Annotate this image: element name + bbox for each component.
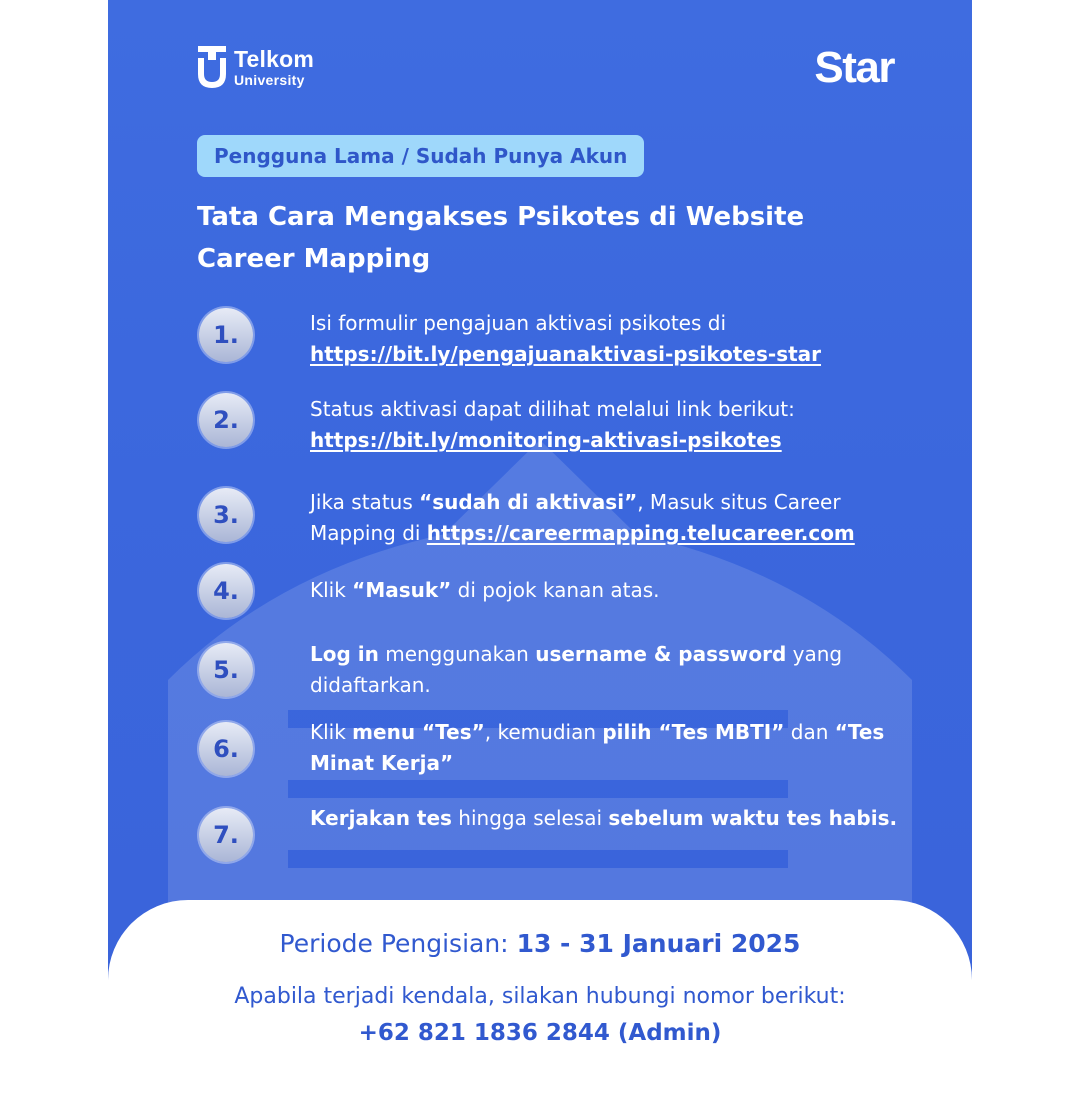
step-text-segment: dan bbox=[784, 720, 835, 744]
step-number-badge: 7. bbox=[199, 808, 253, 862]
step-number-badge: 2. bbox=[199, 393, 253, 447]
step-text bbox=[310, 803, 910, 834]
step-text bbox=[310, 639, 910, 701]
step-emphasis: “sudah di aktivasi” bbox=[419, 490, 638, 514]
contact-text: Apabila terjadi kendala, silakan hubungi nomor berikut: bbox=[234, 984, 846, 1009]
brand-subtitle: University bbox=[234, 71, 305, 88]
step-text-segment: Status aktivasi dapat dilihat melalui link berikut: bbox=[310, 397, 795, 421]
step-emphasis: pilih “Tes MBTI” bbox=[602, 720, 785, 744]
step-link[interactable]: https://careermapping.telucareer.com bbox=[426, 521, 855, 545]
telkom-university-logo bbox=[196, 44, 314, 90]
step-link[interactable]: https://bit.ly/monitoring-aktivasi-psikotes bbox=[310, 428, 782, 452]
step-text bbox=[310, 394, 910, 456]
step-text bbox=[310, 575, 910, 606]
step-emphasis: sebelum waktu tes habis. bbox=[608, 806, 898, 830]
step-number-badge: 1. bbox=[199, 308, 253, 362]
step-emphasis: “Masuk” bbox=[352, 578, 452, 602]
telkom-university-emblem-icon bbox=[196, 44, 228, 90]
step-text-segment: , kemudian bbox=[484, 720, 603, 744]
step-text bbox=[310, 487, 910, 549]
page-title: Tata Cara Mengakses Psikotes di Website Career Mapping bbox=[197, 202, 805, 274]
step-emphasis: “Tes Minat Kerja” bbox=[310, 720, 885, 775]
step-text-segment: hingga selesai bbox=[451, 806, 609, 830]
star-logo: Star bbox=[814, 43, 894, 92]
step-link[interactable]: https://bit.ly/pengajuanaktivasi-psikotes-star bbox=[310, 342, 822, 366]
step-text-segment: menggunakan bbox=[378, 642, 536, 666]
step-text bbox=[310, 308, 910, 370]
period-dates: 13 - 31 Januari 2025 bbox=[516, 929, 801, 958]
step-number-badge: 6. bbox=[199, 722, 253, 776]
step-number-badge: 5. bbox=[199, 643, 253, 697]
step-emphasis: menu “Tes” bbox=[352, 720, 485, 744]
step-text bbox=[310, 717, 910, 779]
step-text-segment: , Masuk situs Career Mapping di bbox=[310, 490, 841, 545]
step-number-badge: 4. bbox=[199, 564, 253, 618]
step-text-segment: Jika status bbox=[310, 490, 420, 514]
step-number-badge: 3. bbox=[199, 488, 253, 542]
step-text-segment: Isi formulir pengajuan aktivasi psikotes di bbox=[310, 311, 726, 335]
brand-name: Telkom bbox=[234, 45, 315, 72]
step-emphasis: Log in bbox=[310, 642, 379, 666]
step-text-segment: yang didaftarkan. bbox=[310, 642, 843, 697]
period-label: Periode Pengisian: bbox=[279, 929, 509, 958]
step-emphasis: Kerjakan tes bbox=[310, 806, 452, 830]
step-text-segment: di pojok kanan atas. bbox=[451, 578, 660, 602]
user-type-badge: Pengguna Lama / Sudah Punya Akun bbox=[197, 135, 644, 177]
step-emphasis: username & password bbox=[535, 642, 787, 666]
step-text-segment: Klik bbox=[310, 720, 353, 744]
step-text-segment: Klik bbox=[310, 578, 353, 602]
period-line bbox=[0, 927, 1080, 961]
admin-phone-number: +62 821 1836 2844 (Admin) bbox=[358, 1020, 722, 1046]
